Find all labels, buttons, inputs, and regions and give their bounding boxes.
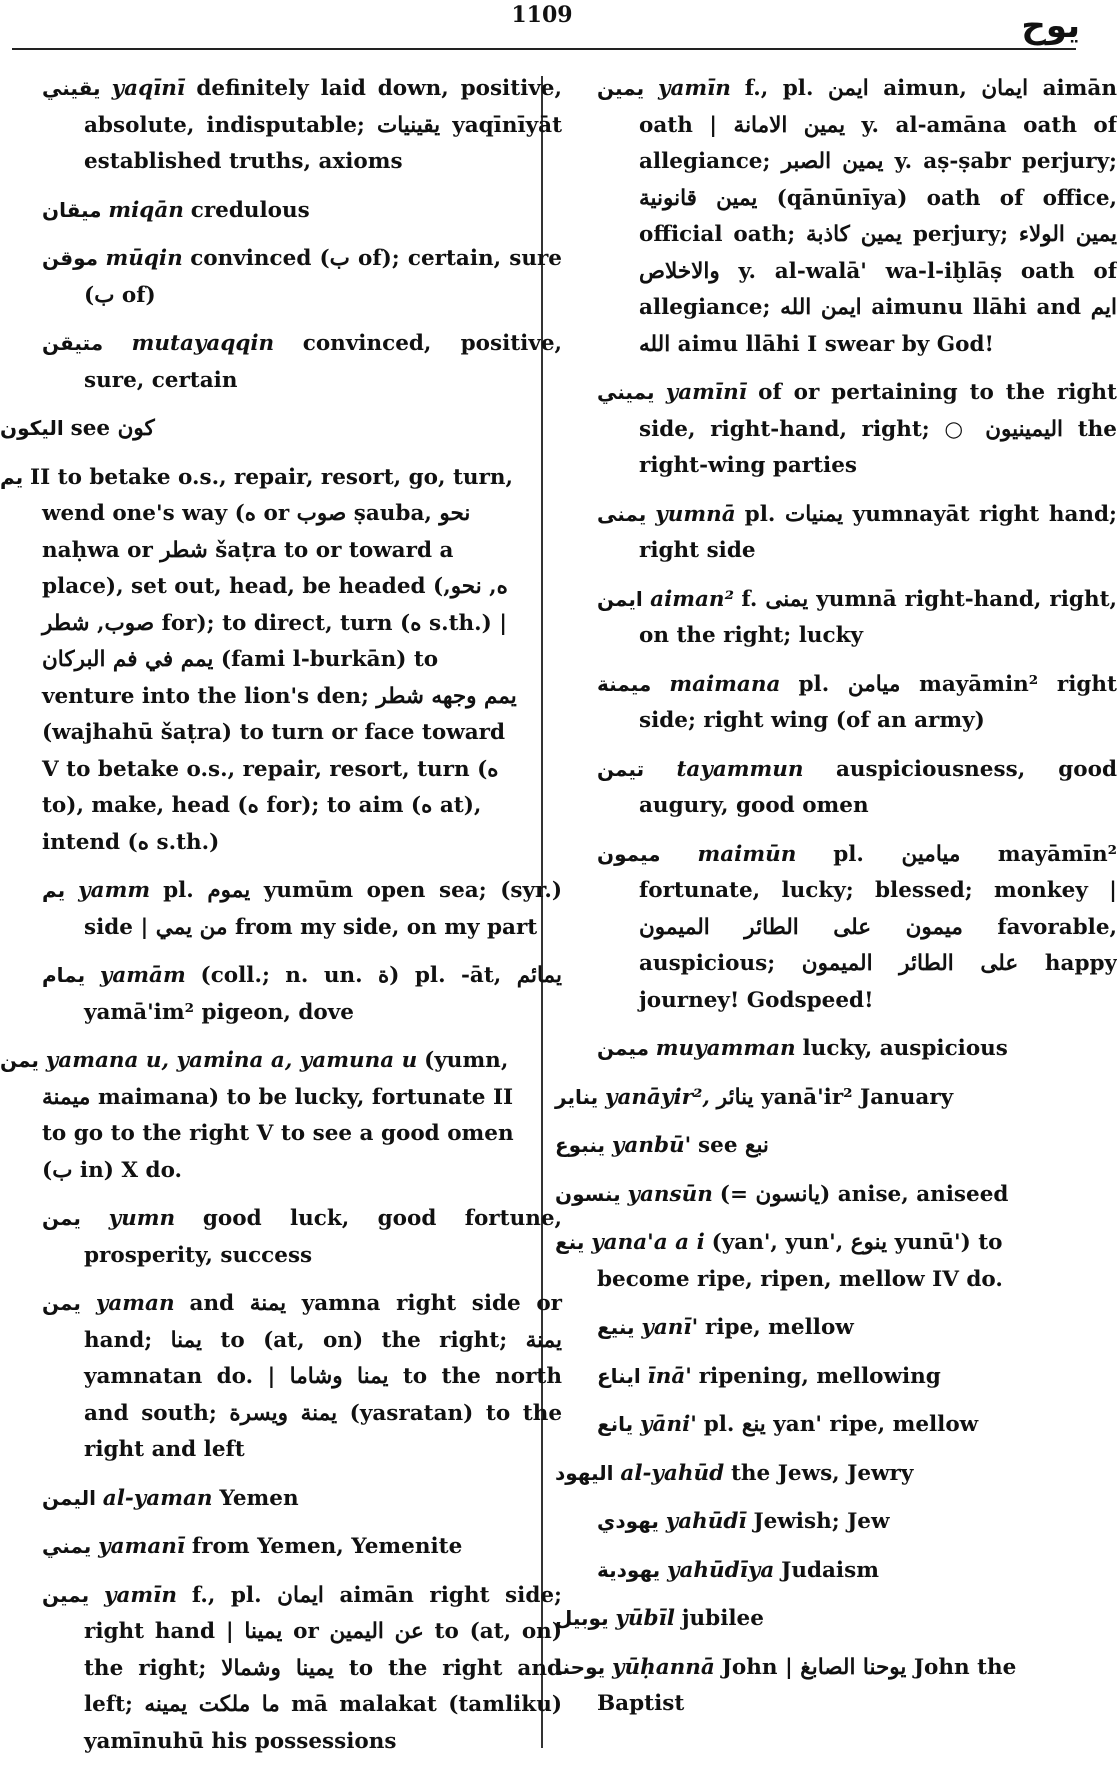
entry-arabic: ايناع — [597, 1363, 641, 1388]
dictionary-entry — [42, 957, 562, 1031]
entry-definition: f., pl. ايمان aimān right side; right hand | يمينا or عن اليمين to (at, on) the right; يمينا وشمالا to the right and left; ما ملكت يمينه mā malakat (tamliku) yamīnuhū his possessions — [84, 1582, 563, 1754]
entry-definition: ripening, mellowing — [698, 1363, 941, 1389]
entry-definition: pl. يمنيات yumnayāt right hand; right side — [639, 501, 1117, 563]
entry-transliteration: tayammun — [676, 756, 804, 782]
dictionary-entry — [597, 666, 1117, 740]
entry-arabic: اليكون — [0, 416, 64, 440]
dictionary-entry — [597, 751, 1117, 825]
dictionary-entry — [42, 240, 562, 314]
entry-definition: Yemen — [219, 1485, 299, 1511]
dictionary-entry — [42, 1528, 562, 1566]
dictionary-entry — [597, 374, 1117, 485]
entry-definition: pl. ميامن mayāmin² right side; right wing (of an army) — [639, 671, 1117, 733]
entry-definition: Judaism — [781, 1557, 879, 1583]
entry-arabic: يهودية — [597, 1557, 661, 1582]
entry-transliteration: yahūdīya — [667, 1557, 775, 1583]
entry-arabic: ينيع — [597, 1315, 635, 1339]
entry-arabic: يم — [42, 878, 66, 902]
dictionary-entry — [597, 1309, 1117, 1347]
entry-transliteration: yamām — [99, 963, 186, 988]
entry-definition: II to betake o.s., repair, resort, go, turn, wend one's way (ه or صوب ṣauba, نحو naḥwa or شطر šaṭra to or toward a place), set out, head, be headed (ه, نحو, صوب, شطر for); to direct, turn (ه s.th.) | يمم في فم البركان (fami l-burkān) to venture into the lion's den; يمم وجهه شطر (wajhahū šaṭra) to turn or face toward V to betake o.s., repair, resort, turn (ه to), make, head (ه for); to aim (ه at), intend (ه s.th.) — [30, 464, 517, 855]
entry-definition: (= يانسون) anise, aniseed — [719, 1181, 1009, 1207]
dictionary-entry — [555, 1127, 1075, 1165]
entry-arabic: يانع — [597, 1412, 634, 1436]
dictionary-entry — [0, 1042, 520, 1189]
entry-definition: convinced (ب of); certain, sure (ب of) — [84, 246, 562, 308]
entry-arabic: يوبيل — [555, 1606, 609, 1630]
entry-definition: and يمنة yamna right side or hand; يمنا to (at, on) the right; يمنة yamnatan do. | يمنا وشاما to the north and south; يمنة ويسرة (yasratan) to the right and left — [84, 1291, 562, 1462]
entry-arabic: ميمنة — [597, 671, 652, 696]
entry-transliteration: al-yahūd — [620, 1460, 725, 1486]
entry-definition: Jewish; Jew — [753, 1509, 890, 1534]
entry-transliteration: al-yaman — [102, 1485, 213, 1511]
dictionary-entry — [597, 496, 1117, 570]
entry-definition: jubilee — [681, 1606, 764, 1631]
entry-definition: (yumn, ميمنة maimana) to be lucky, fortunate II to go to the right V to see a good omen (ب in) X do. — [42, 1048, 514, 1183]
entry-transliteration: yaqīnī — [111, 76, 186, 101]
dictionary-entry — [597, 1030, 1117, 1068]
entry-definition: from Yemen, Yemenite — [191, 1534, 463, 1559]
entry-arabic: يم — [0, 464, 24, 489]
entry-definition: good luck, good fortune, prosperity, success — [84, 1206, 562, 1268]
entry-arabic: ينع — [555, 1230, 585, 1254]
dictionary-entry — [42, 1200, 562, 1274]
entry-transliteration: maimūn — [697, 841, 797, 867]
dictionary-entry — [555, 1224, 1075, 1298]
entry-arabic: يمام — [42, 963, 86, 987]
dictionary-entry — [0, 410, 520, 448]
entry-transliteration: yamanī — [98, 1534, 186, 1559]
entry-transliteration: aiman² — [650, 586, 734, 612]
entry-transliteration: miqān — [108, 197, 184, 223]
entry-transliteration: yamīn — [657, 76, 731, 101]
entry-arabic: تيمن — [597, 756, 645, 781]
entry-transliteration: yahūdī — [665, 1509, 747, 1534]
entry-transliteration: yumnā — [655, 501, 736, 527]
right-column — [555, 70, 1117, 1734]
entry-transliteration: yamīn — [104, 1582, 177, 1608]
entry-arabic: موقن — [42, 246, 99, 270]
entry-definition: pl. ميامين mayāmīn² fortunate, lucky; blessed; monkey | ميمون على الطائر الميمون favorable, auspicious; على الطائر الميمون happy journey! Godspeed! — [639, 841, 1117, 1013]
header-rule — [12, 48, 1076, 50]
running-head: يوح — [1021, 6, 1080, 46]
dictionary-entry — [42, 1577, 562, 1761]
dictionary-entry — [42, 872, 562, 946]
entry-arabic: ينسون — [555, 1181, 621, 1206]
dictionary-entry — [42, 325, 562, 399]
entry-transliteration: yansūn — [627, 1181, 713, 1207]
entry-arabic: يمني — [42, 1534, 92, 1558]
entry-definition: auspiciousness, good augury, good omen — [639, 756, 1117, 818]
entry-arabic: ايمن — [597, 586, 643, 611]
entry-transliteration: muyamman — [655, 1036, 796, 1061]
dictionary-entry — [555, 1176, 1075, 1214]
entry-arabic: ينبوع — [555, 1133, 606, 1157]
entry-transliteration: yumn — [108, 1206, 176, 1231]
entry-definition: lucky, auspicious — [802, 1036, 1008, 1061]
entry-transliteration: yanī' — [641, 1315, 699, 1340]
entry-definition: pl. يموم yumūm open sea; (syr.) side | من يمي from my side, on my part — [84, 878, 563, 940]
dictionary-entry — [0, 459, 520, 862]
entry-transliteration: yanbū' — [611, 1133, 692, 1158]
entry-transliteration: yāni' — [640, 1412, 697, 1437]
entry-transliteration: yana'a a i — [591, 1230, 705, 1255]
dictionary-entry — [42, 70, 562, 181]
entry-definition: definitely laid down, positive, absolute, indisputable; يقينيات yaqīnīyāt established truths, axioms — [84, 76, 562, 174]
dictionary-entry — [597, 1358, 1117, 1396]
entry-transliteration: maimana — [669, 671, 781, 697]
entry-definition: see نبع — [698, 1133, 769, 1158]
entry-transliteration: yamm — [78, 878, 151, 903]
entry-arabic: يمين — [42, 1582, 90, 1607]
page-number: 1109 — [511, 2, 573, 28]
entry-definition: credulous — [190, 197, 310, 223]
dictionary-entry — [555, 1079, 1075, 1117]
entry-definition: the Jews, Jewry — [730, 1460, 914, 1486]
entry-arabic: يمنى — [597, 501, 647, 526]
entry-transliteration: yaman — [95, 1291, 175, 1316]
dictionary-entry — [597, 70, 1117, 363]
entry-arabic: يناير — [555, 1084, 599, 1109]
dictionary-entry — [555, 1600, 1075, 1638]
dictionary-entry — [597, 1552, 1117, 1590]
entry-arabic: يميني — [597, 380, 655, 404]
entry-arabic: يوحنا — [555, 1654, 606, 1679]
entry-definition: pl. ينع yan' ripe, mellow — [703, 1412, 979, 1437]
entry-arabic: يقيني — [42, 76, 101, 100]
entry-arabic: ميقان — [42, 197, 102, 222]
entry-definition: ripe, mellow — [705, 1315, 854, 1340]
entry-arabic: يمن — [42, 1206, 81, 1230]
entry-definition: f. يمنى yumnā right-hand, right, on the right; lucky — [639, 586, 1117, 648]
entry-arabic: ميمن — [597, 1036, 649, 1060]
entry-definition: ينائر yanā'ir² January — [716, 1084, 954, 1110]
dictionary-entry — [597, 581, 1117, 655]
dictionary-entry — [42, 1480, 562, 1518]
entry-arabic: اليمن — [42, 1485, 96, 1510]
entry-definition: (coll.; n. un. ة) pl. -āt, يمائم yamā'im² pigeon, dove — [84, 963, 562, 1025]
dictionary-entry — [597, 836, 1117, 1020]
dictionary-entry — [555, 1455, 1075, 1493]
entry-transliteration: yūḥannā — [611, 1654, 715, 1680]
entry-transliteration: mūqin — [105, 246, 183, 271]
entry-definition: (yan', yun', ينوع yunū') to become ripe, ripen, mellow IV do. — [597, 1230, 1003, 1292]
entry-arabic: يمن — [42, 1291, 81, 1315]
entry-arabic: ميمون — [597, 841, 661, 866]
entry-transliteration: mutayaqqin — [131, 331, 275, 356]
entry-arabic: يمن — [0, 1048, 39, 1072]
entry-arabic: اليهود — [555, 1460, 614, 1485]
entry-definition: John | يوحنا الصابغ John the Baptist — [597, 1654, 1017, 1716]
entry-definition: see كون — [70, 416, 155, 441]
dictionary-entry — [42, 192, 562, 230]
dictionary-entry — [597, 1406, 1117, 1444]
left-column — [0, 70, 563, 1771]
entry-definition: of or pertaining to the right side, right-hand, right; ○ اليمينيون the right-wing parties — [639, 380, 1117, 478]
entry-transliteration: īnā' — [647, 1363, 692, 1389]
entry-arabic: يهودي — [597, 1509, 659, 1533]
dictionary-entry — [597, 1503, 1117, 1541]
dictionary-entry — [555, 1649, 1075, 1723]
entry-transliteration: yamana u, yamina a, yamuna u — [45, 1048, 418, 1073]
entry-arabic: متيقن — [42, 331, 104, 355]
entry-arabic: يمين — [597, 76, 645, 100]
entry-definition: convinced, positive, sure, certain — [84, 331, 562, 393]
entry-definition: f., pl. ايمن aimun, ايمان aimān oath | يمين الامانة y. al-amāna oath of allegiance; يمين الصبر y. aṣ-ṣabr perjury; يمين قانونية (qānūnīya) oath of office, official oath; يمين كاذبة perjury; يمين الولاء والاخلاص y. al-walā' wa-l-iḫlāṣ oath of allegiance; ايمن الله aimunu llāhi and ايم الله aimu llāhi I swear by God! — [639, 76, 1117, 357]
entry-transliteration: yūbīl — [615, 1606, 675, 1631]
entry-transliteration: yanāyir², — [604, 1084, 710, 1110]
entry-transliteration: yamīnī — [665, 380, 747, 405]
dictionary-entry — [42, 1285, 562, 1469]
